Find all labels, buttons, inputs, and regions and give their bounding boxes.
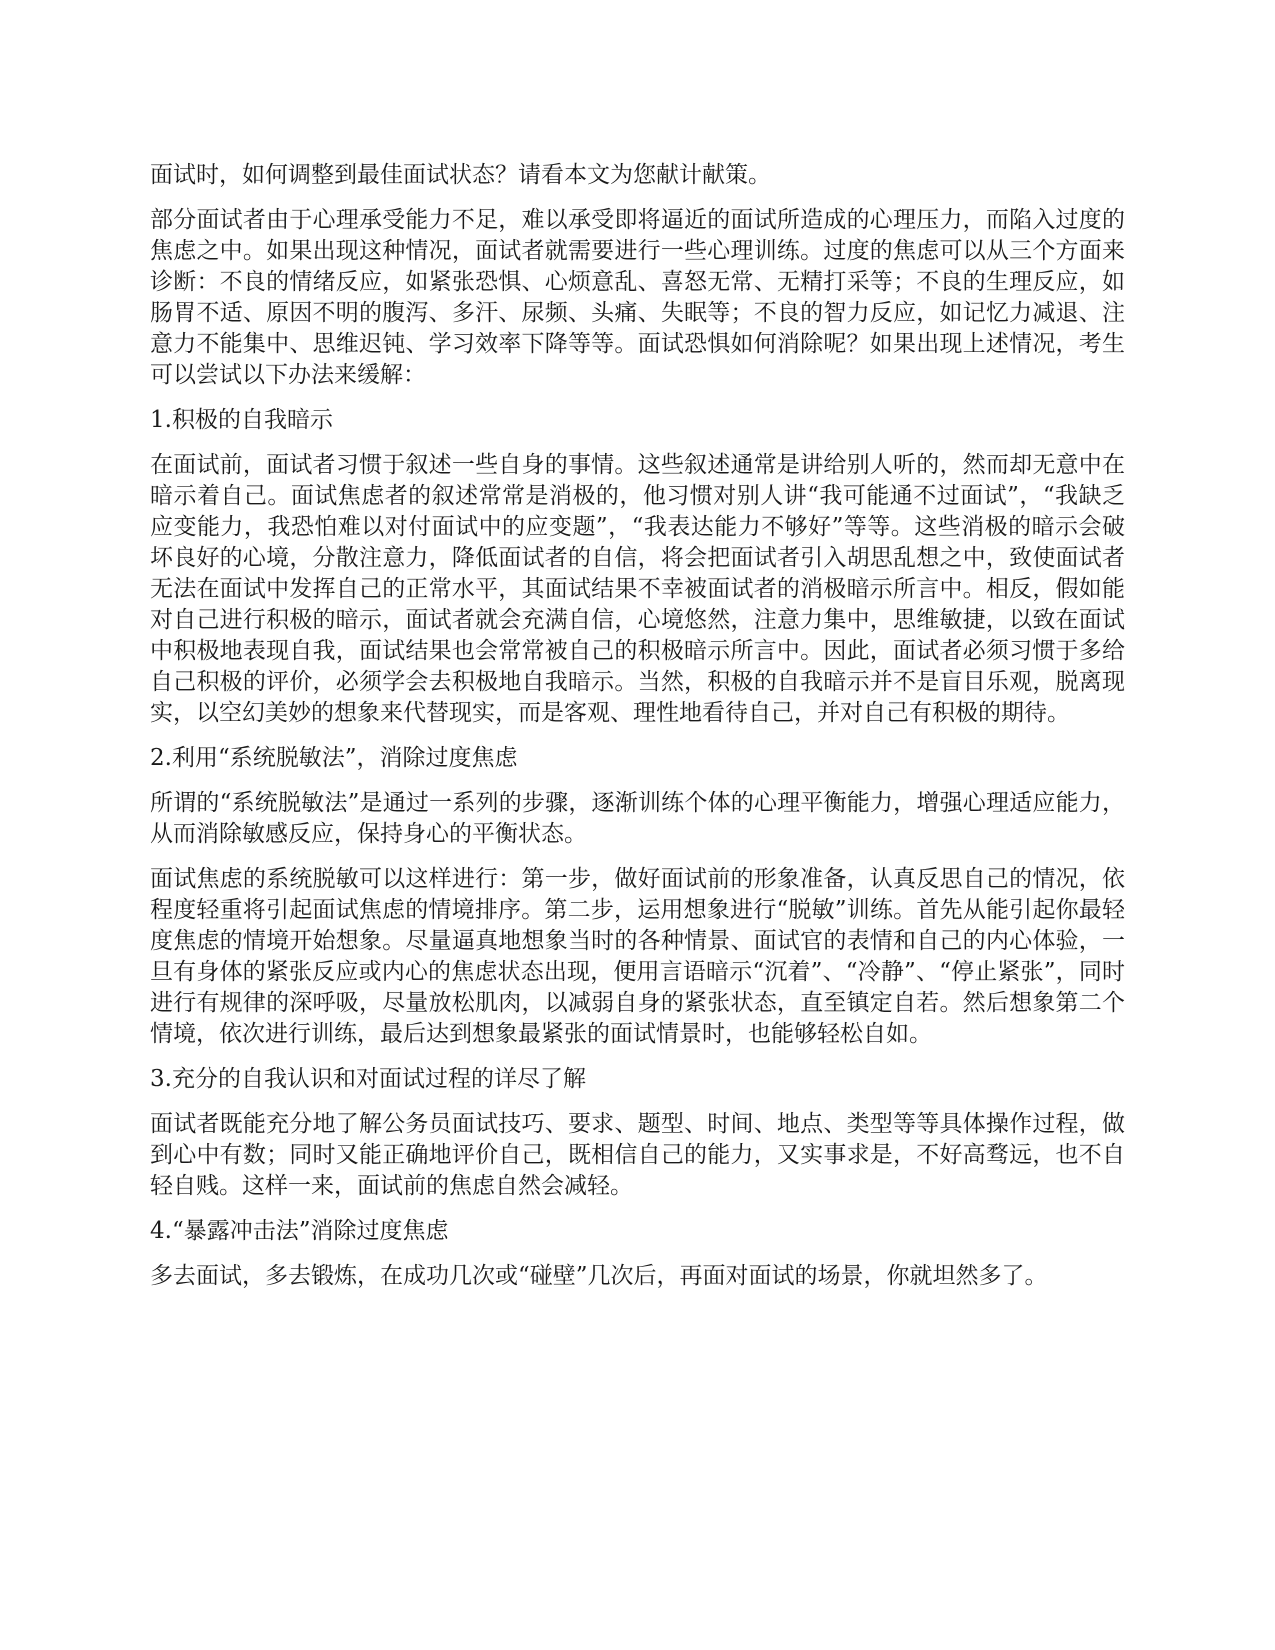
section-1-body: 在面试前，面试者习惯于叙述一些自身的事情。这些叙述通常是讲给别人听的，然而却无意中在暗示着自己。面试焦虑者的叙述常常是消极的，他习惯对别人讲“我可能通不过面试”，“我缺乏应变能力，我恐怕难以对付面试中的应变题”，“我表达能力不够好”等等。这些消极的暗示会破坏良好的心境，分散注意力，降低面试者的自信，将会把面试者引入胡思乱想之中，致使面试者无法在面试中发挥自己的正常水平，其面试结果不幸被面试者的消极暗示所言中。相反，假如能对自己进行积极的暗示，面试者就会充满自信，心境悠然，注意力集中，思维敏捷，以致在面试中积极地表现自我，面试结果也会常常被自己的积极暗示所言中。因此，面试者必须习惯于多给自己积极的评价，必须学会去积极地自我暗示。当然，积极的自我暗示并不是盲目乐观，脱离现实，以空幻美妙的想象来代替现实，而是客观、理性地看待自己，并对自己有积极的期待。	[150, 452, 1125, 726]
intro-paragraph: 面试时，如何调整到最佳面试状态？请看本文为您献计献策。	[150, 162, 771, 188]
section-3-body: 面试者既能充分地了解公务员面试技巧、要求、题型、时间、地点、类型等等具体操作过程，做到心中有数；同时又能正确地评价自己，既相信自己的能力，又实事求是，不好高骛远，也不自轻自贱。这样一来，面试前的焦虑自然会减轻。	[150, 1111, 1125, 1199]
section-4-heading: 4.“暴露冲击法”消除过度焦虑	[150, 1218, 449, 1244]
section-1-heading: 1.积极的自我暗示	[150, 407, 333, 433]
document-page	[150, 160, 1125, 1306]
section-4-body: 多去面试，多去锻炼，在成功几次或“碰壁”几次后，再面对面试的场景，你就坦然多了。	[150, 1263, 1048, 1289]
section-2-body-2: 面试焦虑的系统脱敏可以这样进行：第一步，做好面试前的形象准备，认真反思自己的情况，依程度轻重将引起面试焦虑的情境排序。第二步，运用想象进行“脱敏”训练。首先从能引起你最轻度焦虑的情境开始想象。尽量逼真地想象当时的各种情景、面试官的表情和自己的内心体验，一旦有身体的紧张反应或内心的焦虑状态出现，便用言语暗示“沉着”、“冷静”、“停止紧张”，同时进行有规律的深呼吸，尽量放松肌肉，以减弱自身的紧张状态，直至镇定自若。然后想象第二个情境，依次进行训练，最后达到想象最紧张的面试情景时，也能够轻松自如。	[150, 866, 1125, 1047]
section-3-heading: 3.充分的自我认识和对面试过程的详尽了解	[150, 1066, 586, 1092]
section-2-body-1: 所谓的“系统脱敏法”是通过一系列的步骤，逐渐训练个体的心理平衡能力，增强心理适应能力，从而消除敏感反应，保持身心的平衡状态。	[150, 790, 1125, 847]
anxiety-diagnosis-paragraph: 部分面试者由于心理承受能力不足，难以承受即将逼近的面试所造成的心理压力，而陷入过度的焦虑之中。如果出现这种情况，面试者就需要进行一些心理训练。过度的焦虑可以从三个方面来诊断：不良的情绪反应，如紧张恐惧、心烦意乱、喜怒无常、无精打采等；不良的生理反应，如肠胃不适、原因不明的腹泻、多汗、尿频、头痛、失眠等；不良的智力反应，如记忆力减退、注意力不能集中、思维迟钝、学习效率下降等等。面试恐惧如何消除呢？如果出现上述情况，考生可以尝试以下办法来缓解：	[150, 207, 1125, 388]
section-2-heading: 2.利用“系统脱敏法”，消除过度焦虑	[150, 745, 518, 771]
